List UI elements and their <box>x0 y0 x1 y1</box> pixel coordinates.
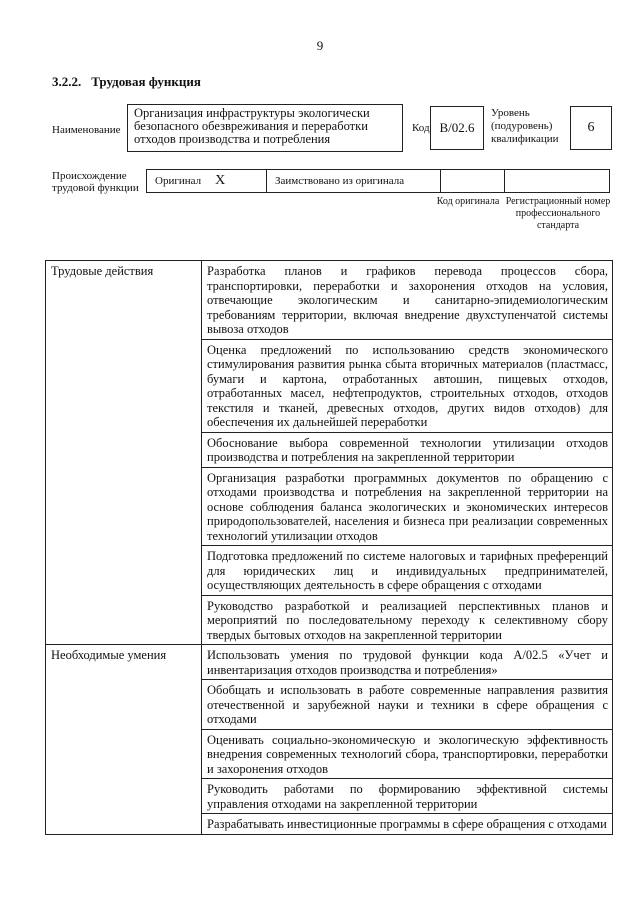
origin-original-cell <box>147 170 267 192</box>
list-item: Руководство разработкой и реализацией перспективных планов и мероприятий по последовательному переходу к селективному сбору твердых бытовых отходов на закрепленной территории <box>202 595 613 645</box>
list-item: Руководить работами по формированию эффективной системы управления отходами на закрепленной территории <box>202 779 613 814</box>
borrowed-label: Заимствовано из оригинала <box>275 175 405 187</box>
list-item: Обоснование выбора современной технологии утилизации отходов производства и потребления на закрепленной территории <box>202 432 613 467</box>
origin-row <box>146 169 610 193</box>
list-item: Подготовка предложений по системе налоговых и тарифных преференций для юридических лиц и индивидуальных предпринимателей, осуществляющих деятельность в сфере обращения с отходами <box>202 546 613 596</box>
list-item: Обобщать и использовать в работе современные направления развития отечественной и зарубежной науки и техники в сфере обращения с отходами <box>202 680 613 730</box>
section-title: Трудовая функция <box>91 74 201 89</box>
origin-reg-cell <box>505 170 609 192</box>
section-number: 3.2.2. <box>52 74 82 89</box>
table-row <box>46 645 613 680</box>
list-item: Разработка планов и графиков перевода процессов сбора, транспортировки, переработки и захоронения отходов на условия, отвечающие экологическим и санитарно-эпидемиологическим требованиям территории, включая внедрение двухступенчатой системы вывоза отходов <box>202 261 613 340</box>
level-label: Уровень (подуровень) квалификации <box>491 107 559 145</box>
section-heading-cell: Необходимые умения <box>46 645 202 835</box>
function-details-table <box>45 260 613 835</box>
list-item: Использовать умения по трудовой функции кода А/02.5 «Учет и инвентаризация отходов производства и потребления» <box>202 645 613 680</box>
origin-code-cell <box>441 170 505 192</box>
code-label: Код <box>412 122 430 134</box>
table-row <box>46 261 613 340</box>
list-item: Организация разработки программных документов по обращению с отходами производства и потребления на закрепленной территории на основе соблюдения баланса экологических и экономических интересов природопользователей, населения и бизнеса при реализации современных технологий утилизации отходов <box>202 467 613 546</box>
qualification-level-box: 6 <box>570 106 612 150</box>
original-mark: X <box>215 173 226 188</box>
list-item: Оценка предложений по использованию средств экономического стимулирования развития рынка сбыта вторичных материалов (пластмасс, бумаги и картона, отработанных автошин, пищевых отходов, отработанных масел, нефтепродуктов, строительных отходов, отходов текстиля и тканей, древесных отходов, других видов отходов) для обеспечения их дальнейшей переработки <box>202 339 613 432</box>
original-label: Оригинал <box>155 175 202 187</box>
section-heading-cell: Трудовые действия <box>46 261 202 645</box>
code-original-caption: Код оригинала <box>436 196 500 207</box>
origin-borrowed-cell <box>267 170 441 192</box>
function-code-box: В/02.6 <box>430 106 484 150</box>
name-label: Наименование <box>52 124 121 136</box>
page-number: 9 <box>316 38 324 53</box>
section-heading <box>52 74 201 90</box>
origin-label: Происхождение трудовой функции <box>52 170 139 194</box>
list-item: Оценивать социально-экономическую и экологическую эффективность внедрения современных технологий сбора, транспортировки, переработки и захоронения отходов <box>202 729 613 779</box>
list-item: Разрабатывать инвестиционные программы в сфере обращения с отходами <box>202 814 613 835</box>
function-name-box: Организация инфраструктуры экологически безопасного обезвреживания и переработки отходов производства и потребления <box>127 104 403 152</box>
reg-number-caption: Регистрационный номер профессионального стандарта <box>505 196 611 231</box>
